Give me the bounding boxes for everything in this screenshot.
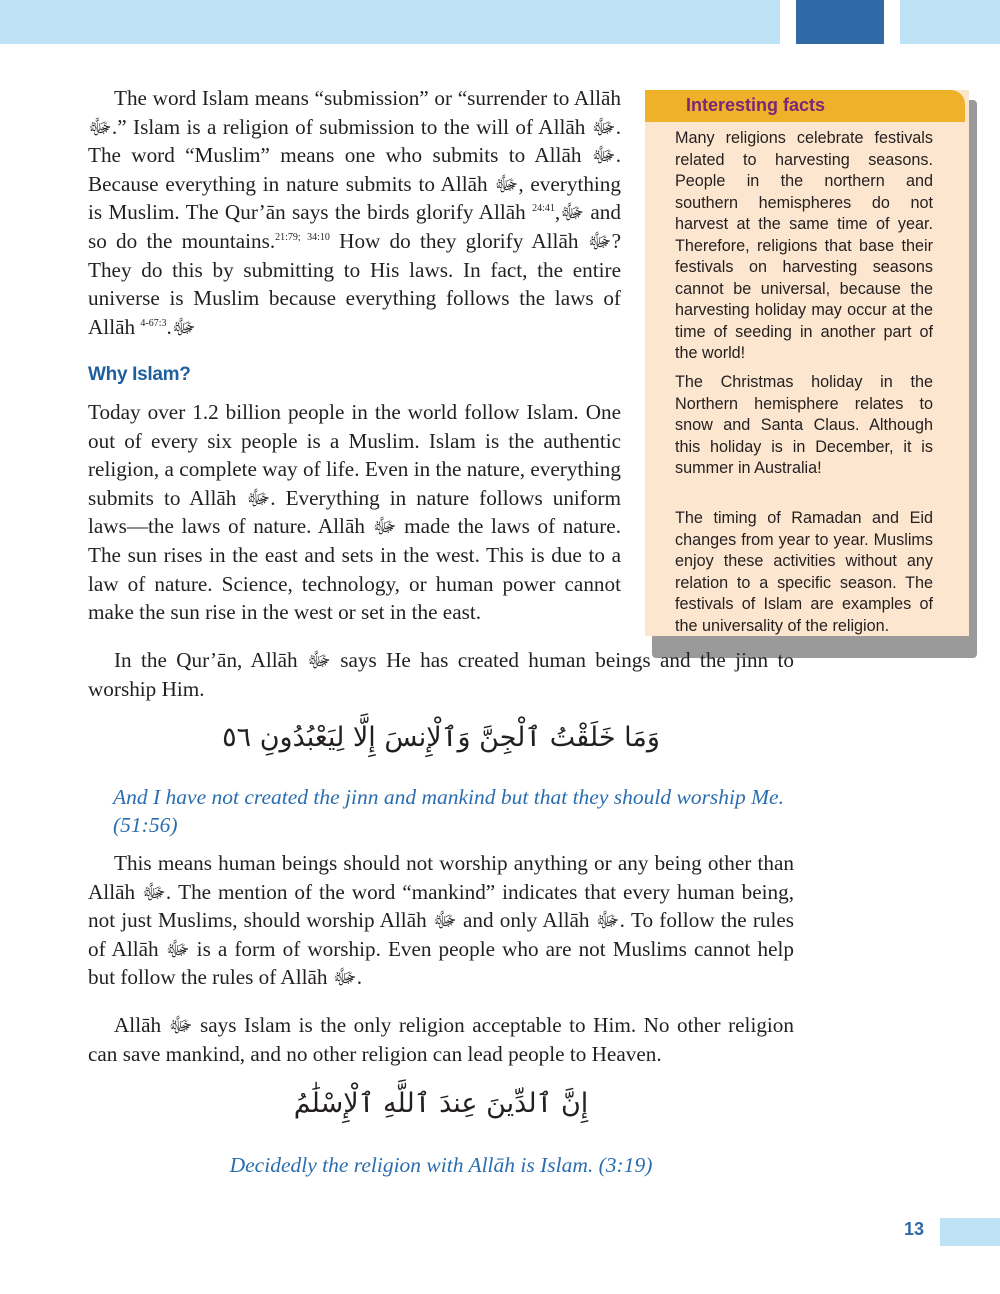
fact-item: The timing of Ramadan and Eid changes from year to year. Muslims enjoy these activities without any relation to a specific season. The festivals of Islam are examples of the universality of the religion. <box>675 509 933 635</box>
citation-sup: 24:41 <box>532 203 555 215</box>
arabic-verse: وَمَا خَلَقْتُ ٱلْجِنَّ وَٱلْإِنسَ إِلَّا لِيَعْبُدُونِ ٥٦ <box>222 722 660 753</box>
intro-text-3: How do they glorify Allāh ﷻ? They do this by submitting to His laws. In fact, the entire universe is Muslim because everything follows the laws of Allāh ﷻ. <box>88 228 621 339</box>
acceptable-paragraph: Allāh ﷻ says Islam is the only religion acceptable to Him. No other religion can save mankind, and no other religion can lead people to Heaven. <box>88 1013 794 1066</box>
intro-text-2: and so do the mountains. <box>88 200 621 253</box>
header-bar-right <box>900 0 1000 44</box>
intro-text-1: The word Islam means “submission” or “surrender to Allāh ﷻ.” Islam is a religion of submission to the will of Allāh ﷻ. The word “Muslim” means one who submits to Allāh ﷻ. Because everything in nature submits to Allāh ﷻ, everything is Muslim. The Qur’ān says the birds glorify Allāh ﷻ, <box>88 86 621 225</box>
arabic-verse: إِنَّ ٱلدِّينَ عِندَ ٱللَّهِ ٱلْإِسْلَٰمُ <box>293 1088 589 1119</box>
header-bar-left <box>0 0 780 44</box>
explanation-paragraph: This means human beings should not worship anything or any being other than Allāh ﷻ. The mention of the word “mankind” indicates that every human being, not just Muslims, should worship Allāh ﷻ and only Allāh ﷻ. To follow the rules of Allāh ﷻ is a form of worship. Even people who are not Muslims cannot help but follow the rules of Allāh ﷻ. <box>88 851 795 990</box>
intro-paragraph <box>88 84 621 341</box>
section-heading: Why Islam? <box>88 364 191 385</box>
header-bar-accent <box>796 0 884 44</box>
facts-title: Interesting facts <box>686 95 826 115</box>
why-islam-paragraph: Today over 1.2 billion people in the world follow Islam. One out of every six people is a Muslim. Islam is the authentic religion, a complete way of life. Even in the nature, everything submits to Allāh ﷻ. Everything in nature follows uniform laws—the laws of nature. Allāh ﷻ made the laws of nature. The sun rises in the east and sets in the west. This is due to a law of nature. Science, technology, or human power cannot make the sun rise in the west or set in the east. <box>88 400 621 625</box>
page-number: 13 <box>904 1219 925 1239</box>
fact-item: The Christmas holiday in the Northern hemisphere relates to snow and Santa Claus. Although this holiday is in December, it is summer in Australia! <box>675 373 933 477</box>
citation-sup: 21:79; 34:10 <box>275 231 330 243</box>
citation-sup: 67:3-4 <box>140 317 167 329</box>
page-tab <box>940 1218 1000 1246</box>
verse-translation: Decidedly the religion with Allāh is Islam. (3:19) <box>229 1153 653 1177</box>
worship-paragraph: In the Qur’ān, Allāh ﷻ says He has created human beings and the jinn to worship Him. <box>88 648 794 701</box>
verse-translation: And I have not created the jinn and mankind but that they should worship Me. (51:56) <box>113 785 784 837</box>
fact-item: Many religions celebrate festivals related to harvesting seasons. People in the northern and southern hemispheres do not harvest at the same time of year. Therefore, religions that base their festivals on harvesting seasons cannot be universal, because the harvesting holiday may occur at the time of seeding in another part of the world! <box>675 129 933 362</box>
